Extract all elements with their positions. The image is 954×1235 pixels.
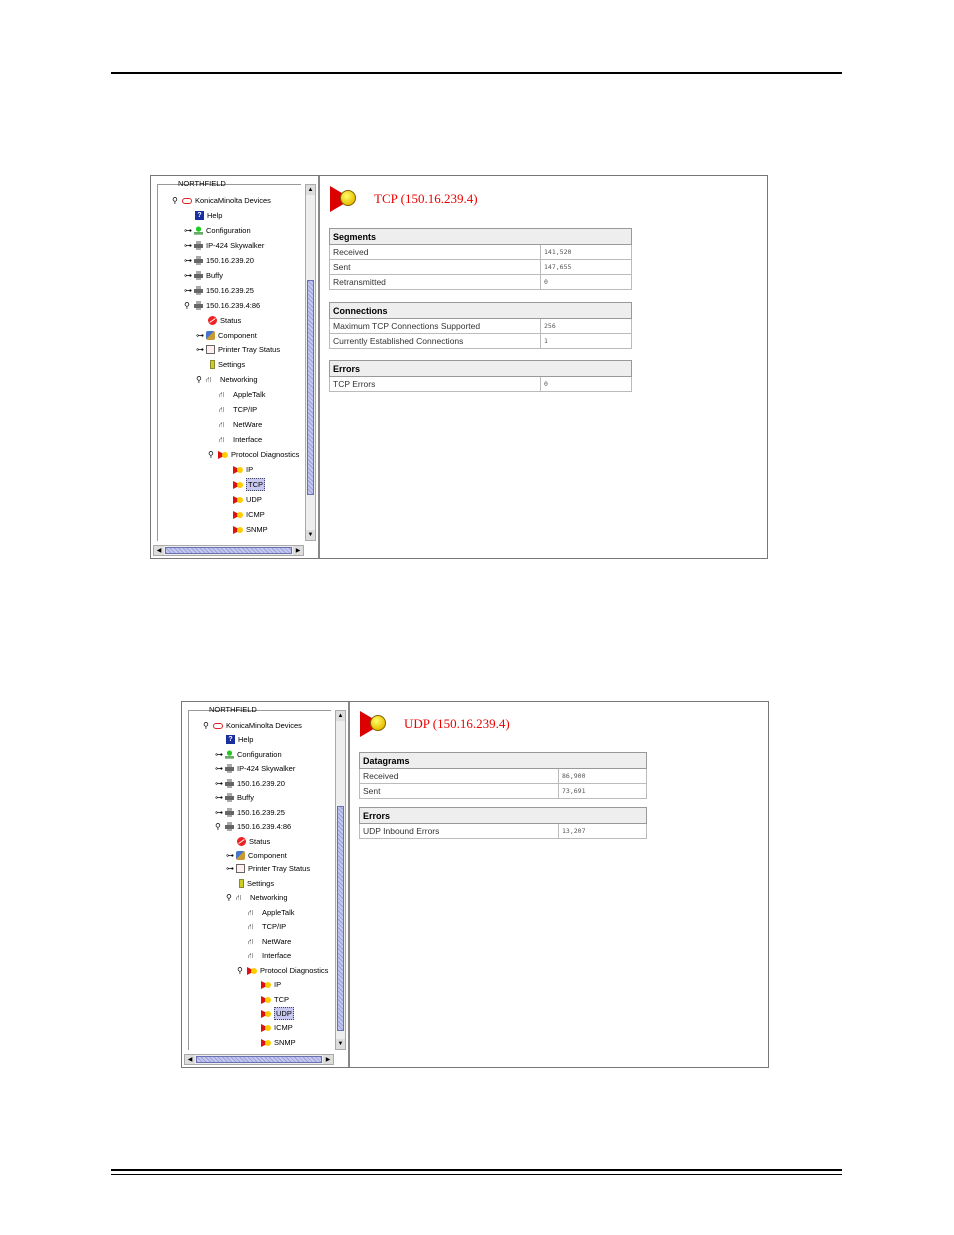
network-icon: ⛙: [248, 937, 254, 946]
tree-label-selected: UDP: [276, 1009, 292, 1018]
network-icon: ⛙: [236, 893, 242, 902]
udp-screenshot: [181, 701, 769, 1068]
table-row: [330, 260, 632, 275]
tree-label: IP: [274, 980, 282, 989]
device-tree: [188, 705, 331, 1050]
tree-label: Networking: [220, 375, 258, 384]
protocol-diagnostics-icon: [330, 186, 362, 212]
collapsed-icon[interactable]: ⊶: [215, 750, 223, 759]
row-label: Sent: [330, 260, 541, 275]
status-icon: [208, 316, 217, 325]
tree-label: Help: [238, 735, 254, 744]
tree-label: TCP/IP: [233, 405, 258, 414]
printer-icon: [225, 779, 234, 788]
tree-label: IP-424 Skywalker: [206, 241, 265, 250]
tree-item-udp[interactable]: [233, 493, 262, 506]
component-icon: [236, 851, 245, 860]
printer-icon: [225, 764, 234, 773]
tree-item-networking[interactable]: [196, 373, 258, 386]
tree-item-status[interactable]: [208, 314, 241, 327]
protocol-icon: [261, 1039, 269, 1047]
component-icon: [206, 331, 215, 340]
tree-label: TCP/IP: [262, 922, 287, 931]
tree-panel: [151, 176, 320, 558]
row-value: 0: [541, 377, 632, 392]
network-icon: ⛙: [248, 951, 254, 960]
tree-label: AppleTalk: [233, 390, 266, 399]
expanded-icon[interactable]: ⚲: [184, 301, 190, 310]
header-rule: [111, 72, 842, 74]
tree-label: 150.16.239.25: [206, 286, 254, 295]
expanded-icon[interactable]: ⚲: [215, 822, 221, 831]
tree-item-appletalk[interactable]: [248, 906, 295, 919]
tree-item-icmp[interactable]: [233, 508, 265, 521]
tree-label: NORTHFIELD: [178, 179, 226, 188]
tree-item-cut: [178, 177, 226, 190]
table-header: Connections: [330, 303, 632, 319]
configuration-icon: [225, 750, 234, 759]
tree-item-ip1[interactable]: [215, 777, 285, 790]
tree-item-devices[interactable]: [172, 194, 271, 207]
row-label: TCP Errors: [330, 377, 541, 392]
help-icon: ?: [226, 735, 235, 744]
vertical-scrollbar[interactable]: [335, 710, 346, 1050]
tree-item-ip3[interactable]: [215, 820, 291, 833]
row-value: 73,691: [559, 784, 647, 799]
network-icon: ⛙: [219, 390, 225, 399]
collapsed-icon[interactable]: ⊶: [196, 345, 204, 354]
tray-icon: [206, 345, 215, 354]
scroll-thumb[interactable]: [307, 280, 314, 495]
scroll-right-icon[interactable]: ▶: [293, 546, 303, 555]
tree-item-ip2[interactable]: [215, 806, 285, 819]
tree-panel: [182, 702, 350, 1067]
row-value: 147,655: [541, 260, 632, 275]
row-value: 141,520: [541, 245, 632, 260]
tree-label: Interface: [262, 951, 292, 960]
table-row: [360, 769, 647, 784]
tree-item-protocol-diagnostics[interactable]: [208, 448, 299, 461]
segments-table: [329, 228, 632, 290]
tree-item-printer-tray[interactable]: [226, 862, 310, 875]
vertical-scrollbar[interactable]: [305, 184, 316, 541]
tree-item-tcpip[interactable]: [248, 920, 286, 933]
collapsed-icon[interactable]: ⊶: [184, 241, 192, 250]
row-label: UDP Inbound Errors: [360, 824, 559, 839]
table-row: [330, 245, 632, 260]
tree-label: ICMP: [274, 1023, 293, 1032]
tree-item-interface[interactable]: [219, 433, 262, 446]
collapsed-icon[interactable]: ⊶: [215, 779, 223, 788]
tree-label: Settings: [218, 360, 246, 369]
tree-label: ICMP: [246, 510, 265, 519]
tree-item-settings[interactable]: [239, 877, 274, 890]
tree-item-protocol-diagnostics[interactable]: [237, 964, 328, 977]
footer-rule: [111, 1169, 842, 1171]
errors-table: [329, 360, 632, 392]
tree-label: IP-424 Skywalker: [237, 764, 296, 773]
tree-label: Configuration: [206, 226, 251, 235]
collapsed-icon[interactable]: ⊶: [184, 256, 192, 265]
scroll-left-icon[interactable]: ◀: [154, 546, 164, 555]
collapsed-icon[interactable]: ⊶: [215, 793, 223, 802]
row-label: Received: [360, 769, 559, 784]
tree-item-icmp[interactable]: [261, 1021, 293, 1034]
network-icon: ⛙: [206, 375, 212, 384]
collapsed-icon[interactable]: ⊶: [226, 851, 234, 860]
protocol-icon: [233, 496, 241, 504]
tree-label: Printer Tray Status: [248, 864, 311, 873]
collapsed-icon[interactable]: ⊶: [226, 864, 234, 873]
tree-label: Component: [218, 331, 257, 340]
scroll-left-icon[interactable]: ◀: [185, 1055, 195, 1064]
scroll-right-icon[interactable]: ▶: [323, 1055, 333, 1064]
tree-label: SNMP: [246, 525, 268, 534]
table-row: [330, 319, 632, 334]
tree-item-configuration[interactable]: [215, 748, 282, 761]
table-header: Segments: [330, 229, 632, 245]
scroll-down-icon[interactable]: ▼: [337, 1041, 344, 1047]
collapsed-icon[interactable]: ⊶: [215, 764, 223, 773]
network-icon: ⛙: [248, 922, 254, 931]
network-icon: ⛙: [219, 435, 225, 444]
table-row: [360, 824, 647, 839]
protocol-icon: [261, 996, 269, 1004]
tree-label: Protocol Diagnostics: [260, 966, 329, 975]
page-title: UDP (150.16.239.4): [404, 716, 510, 731]
tree-item-ip424[interactable]: [184, 239, 264, 252]
panel-heading: [360, 711, 510, 737]
tree-item-buffy[interactable]: [184, 269, 223, 282]
tree-label: Buffy: [206, 271, 223, 280]
tree-item-snmp[interactable]: [261, 1036, 296, 1049]
configuration-icon: [194, 226, 203, 235]
footer-rule-thin: [111, 1174, 842, 1175]
tree-label: Interface: [233, 435, 263, 444]
tree-label: KonicaMinolta Devices: [226, 721, 302, 730]
tree-item-help[interactable]: [195, 209, 222, 222]
tree-label: Help: [207, 211, 223, 220]
tree-label: NetWare: [233, 420, 263, 429]
table-row: [360, 784, 647, 799]
row-label: Retransmitted: [330, 275, 541, 290]
datagrams-table: [359, 752, 647, 799]
tcp-screenshot: [150, 175, 768, 559]
tree-label: KonicaMinolta Devices: [195, 196, 271, 205]
tree-item-configuration[interactable]: [184, 224, 251, 237]
tree-label: AppleTalk: [262, 908, 295, 917]
protocol-diagnostics-icon: [360, 711, 392, 737]
row-value: 256: [541, 319, 632, 334]
row-value: 86,900: [559, 769, 647, 784]
help-icon: ?: [195, 211, 204, 220]
row-label: Sent: [360, 784, 559, 799]
tree-label: Protocol Diagnostics: [231, 450, 300, 459]
tree-label: Status: [249, 837, 271, 846]
collapsed-icon[interactable]: ⊶: [215, 808, 223, 817]
tree-item-interface[interactable]: [248, 949, 291, 962]
tree-label: 150.16.239.4:86: [237, 822, 292, 831]
collapsed-icon[interactable]: ⊶: [184, 271, 192, 280]
tree-label: Component: [248, 851, 287, 860]
tree-label: SNMP: [274, 1038, 296, 1047]
protocol-icon: [261, 1010, 269, 1018]
tree-item-netware[interactable]: [219, 418, 262, 431]
devices-icon: [213, 723, 223, 729]
settings-icon: [239, 879, 244, 888]
expanded-icon[interactable]: ⚲: [237, 966, 243, 975]
printer-icon: [194, 271, 203, 280]
tree-item-networking[interactable]: [226, 891, 288, 904]
tree-label: IP: [246, 465, 254, 474]
errors-table: [359, 807, 647, 839]
table-row: [330, 275, 632, 290]
table-header: Errors: [360, 808, 647, 824]
scroll-thumb[interactable]: [196, 1056, 322, 1063]
expanded-icon[interactable]: ⚲: [172, 196, 178, 205]
network-icon: ⛙: [219, 420, 225, 429]
tree-item-ip3[interactable]: [184, 299, 260, 312]
tree-label-selected: TCP: [248, 480, 263, 489]
settings-icon: [210, 360, 215, 369]
tree-item-settings[interactable]: [210, 358, 245, 371]
tray-icon: [236, 864, 245, 873]
tree-item-devices[interactable]: [203, 719, 302, 732]
printer-icon: [225, 822, 234, 831]
horizontal-scrollbar[interactable]: [153, 545, 304, 556]
protocol-icon: [233, 466, 241, 474]
table-header: Errors: [330, 361, 632, 377]
network-icon: ⛙: [219, 405, 225, 414]
collapsed-icon[interactable]: ⊶: [196, 331, 204, 340]
udp-detail-panel: [350, 702, 768, 1067]
tree-item-ip1[interactable]: [184, 254, 254, 267]
devices-icon: [182, 198, 192, 204]
page-title: TCP (150.16.239.4): [374, 191, 478, 206]
expanded-icon[interactable]: ⚲: [226, 893, 232, 902]
tree-label: UDP: [246, 495, 262, 504]
tree-label: Buffy: [237, 793, 254, 802]
tree-item-printer-tray[interactable]: [196, 343, 280, 356]
scroll-down-icon[interactable]: ▼: [307, 532, 314, 538]
panel-heading: [330, 186, 478, 212]
printer-icon: [194, 286, 203, 295]
tree-item-ip424[interactable]: [215, 762, 295, 775]
tree-item-component[interactable]: [196, 329, 257, 342]
tree-item-status[interactable]: [237, 835, 270, 848]
tree-label: Status: [220, 316, 242, 325]
collapsed-icon[interactable]: ⊶: [184, 286, 192, 295]
expanded-icon[interactable]: ⚲: [196, 375, 202, 384]
tree-item-snmp[interactable]: [233, 523, 268, 536]
tree-item-ip2[interactable]: [184, 284, 254, 297]
printer-icon: [225, 793, 234, 802]
network-icon: ⛙: [248, 908, 254, 917]
expanded-icon[interactable]: ⚲: [203, 721, 209, 730]
status-icon: [237, 837, 246, 846]
tree-item-tcp[interactable]: [261, 993, 289, 1006]
tree-item-help[interactable]: [226, 733, 253, 746]
table-row: [330, 334, 632, 349]
printer-icon: [194, 301, 203, 310]
table-row: [330, 377, 632, 392]
collapsed-icon[interactable]: ⊶: [184, 226, 192, 235]
printer-icon: [225, 808, 234, 817]
printer-icon: [194, 256, 203, 265]
tree-item-appletalk[interactable]: [219, 388, 266, 401]
table-header: Datagrams: [360, 753, 647, 769]
tree-item-netware[interactable]: [248, 935, 291, 948]
horizontal-scrollbar[interactable]: [184, 1054, 334, 1065]
scroll-thumb[interactable]: [337, 806, 344, 1031]
tree-label: 150.16.239.25: [237, 808, 285, 817]
printer-icon: [194, 241, 203, 250]
row-label: Received: [330, 245, 541, 260]
tree-label: Settings: [247, 879, 275, 888]
protocol-icon: [233, 526, 241, 534]
scroll-up-icon[interactable]: ▲: [337, 713, 344, 719]
tree-label: TCP: [274, 995, 289, 1004]
scroll-up-icon[interactable]: ▲: [307, 187, 314, 193]
protocol-icon: [261, 1024, 269, 1032]
tree-label: NetWare: [262, 937, 292, 946]
tree-item-udp[interactable]: [261, 1007, 294, 1020]
protocol-icon: [218, 451, 226, 459]
tree-item-ip[interactable]: [233, 463, 253, 476]
tree-item-cut: [209, 703, 257, 716]
tree-item-buffy[interactable]: [215, 791, 254, 804]
tree-label: Printer Tray Status: [218, 345, 281, 354]
scroll-thumb[interactable]: [165, 547, 292, 554]
tree-label: NORTHFIELD: [209, 705, 257, 714]
tree-label: 150.16.239.20: [206, 256, 254, 265]
row-value: 0: [541, 275, 632, 290]
expanded-icon[interactable]: ⚲: [208, 450, 214, 459]
tree-item-component[interactable]: [226, 849, 287, 862]
tree-item-ip[interactable]: [261, 978, 281, 991]
protocol-icon: [247, 967, 255, 975]
tree-label: 150.16.239.4:86: [206, 301, 261, 310]
row-value: 1: [541, 334, 632, 349]
tree-label: 150.16.239.20: [237, 779, 285, 788]
row-value: 13,207: [559, 824, 647, 839]
device-tree: [157, 179, 301, 541]
row-label: Currently Established Connections: [330, 334, 541, 349]
protocol-icon: [233, 511, 241, 519]
row-label: Maximum TCP Connections Supported: [330, 319, 541, 334]
protocol-icon: [233, 481, 241, 489]
tree-label: Networking: [250, 893, 288, 902]
protocol-icon: [261, 981, 269, 989]
tcp-detail-panel: [320, 176, 767, 558]
tree-item-tcpip[interactable]: [219, 403, 257, 416]
tree-label: Configuration: [237, 750, 282, 759]
connections-table: [329, 302, 632, 349]
tree-item-tcp[interactable]: [233, 478, 265, 491]
